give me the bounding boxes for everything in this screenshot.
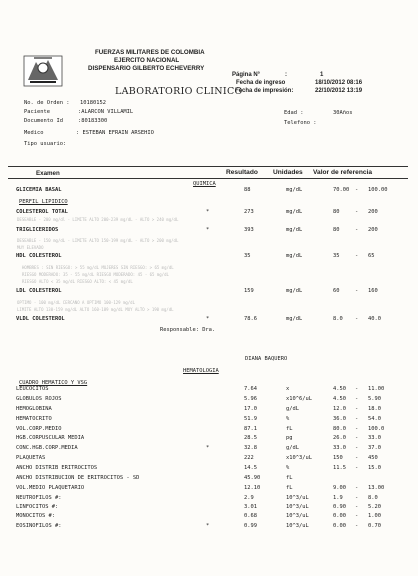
exam-name: LEUCOCITOS: [16, 386, 49, 392]
hdl-reference-note-1: HOMBRES : SIN RIESGO: > 55 mg/dL MUJERES SIN RIESGO: > 65 mg/dL: [22, 265, 174, 270]
ref-low: 26.0: [333, 435, 346, 441]
result-value: 51.9: [244, 416, 257, 422]
exam-name: GLICEMIA BASAL: [16, 187, 62, 193]
ref-high: 8.0: [368, 495, 378, 501]
ref-low: 80: [333, 227, 340, 233]
exam-name: NEUTROFILOS #:: [16, 495, 62, 501]
order-number-label: No. de Orden :: [24, 100, 70, 106]
ref-low: 150: [333, 455, 343, 461]
ref-low: 80.0: [333, 426, 346, 432]
lab-title: LABORATORIO CLINICO: [115, 86, 243, 97]
result-value: 28.5: [244, 435, 257, 441]
page-number-colon: :: [285, 72, 287, 78]
document-id-label: Documento Id: [24, 118, 63, 124]
ref-low: 60: [333, 288, 340, 294]
ref-high: 65: [368, 253, 375, 259]
triglycerides-reference-note: DESEABLE - 150 mg/dL - LIMITE ALTO 150-199 mg/dL - ALTO > 200 mg/dL: [17, 238, 179, 243]
result-value: 88: [244, 187, 251, 193]
hdl-reference-note-3: RIESGO ALTO < 35 mg/dL RIESGO ALTO: < 45 mg/dL: [22, 279, 133, 284]
ref-high: 200: [368, 209, 378, 215]
org-name-line3: DISPENSARIO GILBERTO ECHEVERRY: [88, 65, 205, 72]
ref-high: 5.20: [368, 504, 381, 510]
ref-dash: -: [355, 227, 359, 233]
col-header-exam: Examen: [36, 170, 60, 177]
hdl-reference-note-2: RIESGO MODERADO: 35 - 55 mg/dL RIESGO MODERADO: 45 - 65 mg/dL: [22, 272, 169, 277]
exam-name: VLDL COLESTEROL: [16, 316, 65, 322]
unit-value: %: [286, 416, 290, 422]
col-header-units: Unidades: [273, 169, 303, 176]
exam-name: LINFOCITOS #:: [16, 504, 59, 510]
ldl-reference-note-1: OPTIMO - 100 mg/dL CERCANO A OPTIMO 100-129 mg/dL: [17, 300, 136, 305]
admission-date-value: 18/10/2012 08:16: [315, 80, 363, 86]
exam-name: CONC.HGB.CORP.MEDIA: [16, 445, 78, 451]
phone-label: Telefono :: [284, 120, 317, 126]
ref-low: 0.00: [333, 523, 346, 529]
ref-low: 80: [333, 209, 340, 215]
ref-high: 450: [368, 455, 378, 461]
unit-value: x10^3/uL: [286, 455, 312, 461]
org-name-line1: FUERZAS MILITARES DE COLOMBIA: [95, 49, 205, 56]
exam-name: ANCHO DISTRIBUCION DE ERITROCITOS - SD: [16, 475, 140, 481]
unit-value: fL: [286, 475, 293, 481]
unit-value: %: [286, 465, 290, 471]
patient-name-value: :ALARCON VILLAMIL: [78, 109, 134, 115]
unit-value: 10^3/uL: [286, 504, 309, 510]
ref-high: 40.0: [368, 316, 381, 322]
ref-low: 9.00: [333, 485, 346, 491]
result-value: 7.64: [244, 386, 257, 392]
ref-dash: -: [355, 316, 359, 322]
ref-dash: -: [355, 416, 359, 422]
ref-high: 160: [368, 288, 378, 294]
exam-name: HGB.CORPUSCULAR MEDIA: [16, 435, 85, 441]
exam-name: LDL COLESTEROL: [16, 288, 62, 294]
physician-label: Medico: [24, 130, 44, 136]
exam-name: HEMATOCRITO: [16, 416, 52, 422]
result-value: 12.10: [244, 485, 261, 491]
col-header-reference: Valor de referencia: [313, 169, 373, 176]
unit-value: mg/dL: [286, 227, 303, 233]
unit-value: g/dL: [286, 406, 299, 412]
physician-value: : ESTEBAN EFRAIN ARSEHIO: [76, 130, 154, 136]
ref-high: 11.00: [368, 386, 385, 392]
flag-marker: *: [206, 523, 210, 529]
unit-value: 10^3/uL: [286, 513, 309, 519]
unit-value: mg/dL: [286, 187, 303, 193]
result-value: 35: [244, 253, 251, 259]
flag-marker: *: [206, 445, 210, 451]
table-header-top-rule: [8, 166, 408, 167]
ldl-reference-note-2: LIMITE ALTO 130-159 mg/dL ALTO 160-189 mg/dL MUY ALTO > 190 mg/dL: [17, 307, 174, 312]
signer-name: DIANA BAQUERO: [245, 356, 288, 362]
print-date-label: Fecha de impresión:: [235, 88, 294, 94]
ref-dash: -: [355, 426, 359, 432]
unit-value: mg/dL: [286, 253, 303, 259]
ref-low: 12.0: [333, 406, 346, 412]
section-title-chemistry: QUIMICA: [193, 181, 216, 187]
exam-name: MONOCITOS #:: [16, 513, 55, 519]
ref-low: 1.9: [333, 495, 343, 501]
result-value: 17.0: [244, 406, 257, 412]
ref-high: 100.00: [368, 187, 388, 193]
result-value: 159: [244, 288, 254, 294]
ref-dash: -: [355, 386, 359, 392]
cholesterol-reference-note: DESEABLE - 200 mg/dl - LIMITE ALTO 200-239 mg/dL - ALTO > 240 mg/dL: [17, 217, 179, 222]
result-value: 3.01: [244, 504, 257, 510]
ref-dash: -: [355, 209, 359, 215]
admission-date-label: Fecha de ingreso: [236, 80, 286, 86]
ref-low: 4.50: [333, 386, 346, 392]
unit-value: mg/dL: [286, 288, 303, 294]
result-value: 14.5: [244, 465, 257, 471]
org-name-line2: EJERCITO NACIONAL: [114, 57, 180, 64]
ref-dash: -: [355, 455, 359, 461]
ref-high: 13.00: [368, 485, 385, 491]
result-value: 273: [244, 209, 254, 215]
ref-high: 15.0: [368, 465, 381, 471]
result-value: 393: [244, 227, 254, 233]
document-id-value: :80183300: [78, 118, 108, 124]
section-title-hematology: HEMATOLOGIA: [183, 368, 219, 374]
ref-low: 33.0: [333, 445, 346, 451]
unit-value: pg: [286, 435, 293, 441]
ref-high: 200: [368, 227, 378, 233]
ref-low: 11.5: [333, 465, 346, 471]
flag-marker: *: [206, 209, 210, 215]
result-value: 0.99: [244, 523, 257, 529]
exam-name: GLOBULOS ROJOS: [16, 396, 62, 402]
exam-name: HEMOGLOBINA: [16, 406, 52, 412]
result-value: 45.90: [244, 475, 261, 481]
col-header-result: Resultado: [226, 169, 258, 176]
ref-low: 36.0: [333, 416, 346, 422]
exam-name: ANCHO DISTRIB ERITROCITOS: [16, 465, 98, 471]
ref-dash: -: [355, 485, 359, 491]
unit-value: 10^3/uL: [286, 495, 309, 501]
triglycerides-reference-note-2: MUY ELEVADO: [17, 245, 44, 250]
ref-dash: -: [355, 465, 359, 471]
result-value: 222: [244, 455, 254, 461]
exam-name: PLAQUETAS: [16, 455, 46, 461]
exam-name: VOL.CORP.MEDIO: [16, 426, 62, 432]
ref-high: 100.0: [368, 426, 385, 432]
order-number-value: 10180152: [80, 100, 106, 106]
ref-high: 1.00: [368, 513, 381, 519]
unit-value: fL: [286, 426, 293, 432]
unit-value: mg/dL: [286, 209, 303, 215]
ref-dash: -: [355, 504, 359, 510]
ref-dash: -: [355, 495, 359, 501]
ref-dash: -: [355, 445, 359, 451]
ref-dash: -: [355, 406, 359, 412]
patient-label: Paciente: [24, 109, 50, 115]
army-emblem-logo: [22, 52, 64, 90]
unit-value: mg/dL: [286, 316, 303, 322]
result-value: 5.96: [244, 396, 257, 402]
ref-dash: -: [355, 513, 359, 519]
ref-low: 0.90: [333, 504, 346, 510]
ref-high: 18.0: [368, 406, 381, 412]
page-number-value: 1: [320, 72, 324, 78]
page-number-label: Página N°: [232, 72, 261, 78]
user-type-label: Tipo usuario:: [24, 141, 67, 147]
unit-value: x10^6/uL: [286, 396, 312, 402]
ref-low: 70.00: [333, 187, 350, 193]
exam-name: COLESTEROL TOTAL: [16, 209, 68, 215]
ref-low: 4.50: [333, 396, 346, 402]
exam-name: EOSINOFILOS #:: [16, 523, 62, 529]
ref-low: 35: [333, 253, 340, 259]
ref-dash: -: [355, 288, 359, 294]
result-value: 32.8: [244, 445, 257, 451]
ref-high: 5.90: [368, 396, 381, 402]
ref-dash: -: [355, 435, 359, 441]
ref-high: 37.0: [368, 445, 381, 451]
subsection-blood-count: CUADRO HEMATICO Y VSG: [19, 380, 88, 386]
result-value: 78.6: [244, 316, 257, 322]
ref-dash: -: [355, 187, 359, 193]
exam-name: HDL COLESTEROL: [16, 253, 62, 259]
table-header-bottom-rule: [8, 178, 408, 179]
responsible-label: Responsable: Dra.: [160, 327, 216, 333]
ref-dash: -: [355, 523, 359, 529]
age-label: Edad :: [284, 110, 304, 116]
ref-high: 54.0: [368, 416, 381, 422]
unit-value: fL: [286, 485, 293, 491]
result-value: 87.1: [244, 426, 257, 432]
result-value: 2.9: [244, 495, 254, 501]
flag-marker: *: [206, 227, 210, 233]
ref-high: 33.0: [368, 435, 381, 441]
ref-dash: -: [355, 253, 359, 259]
ref-low: 0.00: [333, 513, 346, 519]
ref-dash: -: [355, 396, 359, 402]
ref-high: 0.70: [368, 523, 381, 529]
unit-value: g/dL: [286, 445, 299, 451]
ref-low: 8.0: [333, 316, 343, 322]
age-value: 30Años: [333, 110, 353, 116]
exam-name: TRIGLICERIDOS: [16, 227, 59, 233]
unit-value: 10^3/uL: [286, 523, 309, 529]
unit-value: x: [286, 386, 290, 392]
result-value: 0.68: [244, 513, 257, 519]
flag-marker: *: [206, 316, 210, 322]
exam-name: VOL.MEDIO PLAQUETARIO: [16, 485, 85, 491]
print-date-value: 22/10/2012 13:19: [315, 88, 363, 94]
subsection-lipid-profile: PERFIL LIPIDICO: [19, 199, 68, 205]
